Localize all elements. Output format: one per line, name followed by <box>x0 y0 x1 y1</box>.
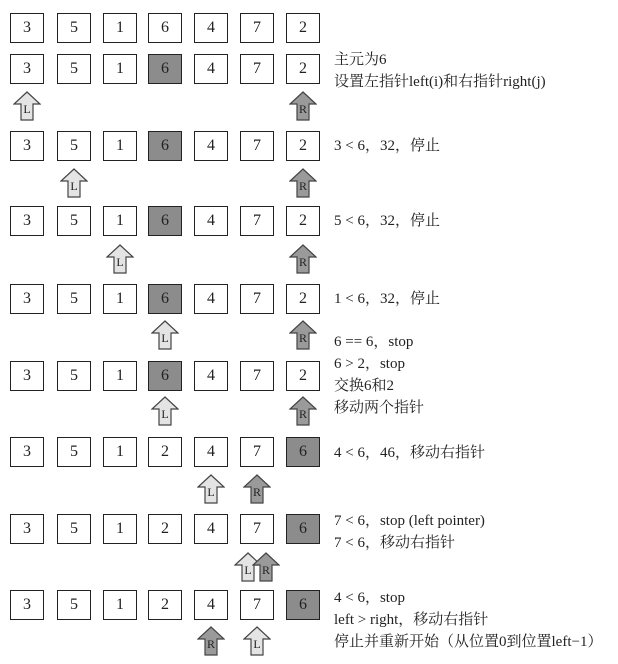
array-cell: 5 <box>57 590 91 620</box>
pointer-label: L <box>70 179 78 193</box>
right-pointer-arrow-icon <box>289 244 317 274</box>
array-cell: 4 <box>194 437 228 467</box>
array-cell: 7 <box>240 206 274 236</box>
array-cell: 7 <box>240 361 274 391</box>
right-pointer-arrow-icon <box>289 168 317 198</box>
array-cell: 2 <box>148 514 182 544</box>
array-cell: 1 <box>103 361 137 391</box>
array-cell: 4 <box>194 590 228 620</box>
array-cell: 4 <box>194 13 228 43</box>
array-cell: 6 <box>148 13 182 43</box>
step-note: 7 < 6，移动右指针 <box>334 535 455 551</box>
array-cell: 7 <box>240 437 274 467</box>
array-cell: 2 <box>286 13 320 43</box>
array-cell: 7 <box>240 131 274 161</box>
step-note: 设置左指针left(i)和右指针right(j) <box>334 74 546 90</box>
array-cell: 3 <box>10 437 44 467</box>
pointer-label: L <box>161 407 169 421</box>
array-cell: 2 <box>286 54 320 84</box>
pointer-label: R <box>261 563 270 577</box>
array-cell: 3 <box>10 284 44 314</box>
pointer-label: R <box>298 407 307 421</box>
array-cell: 4 <box>194 206 228 236</box>
array-cell: 7 <box>240 13 274 43</box>
left-pointer-arrow-icon <box>106 244 134 274</box>
pivot-cell: 6 <box>148 361 182 391</box>
right-pointer-arrow-icon <box>289 320 317 350</box>
pivot-cell: 6 <box>148 54 182 84</box>
array-cell: 5 <box>57 284 91 314</box>
array-cell: 2 <box>286 131 320 161</box>
array-cell: 1 <box>103 13 137 43</box>
step-note: 4 < 6，46，移动右指针 <box>334 445 485 461</box>
array-cell: 7 <box>240 54 274 84</box>
right-pointer-arrow-icon <box>243 474 271 504</box>
pointer-label: L <box>244 563 252 577</box>
array-cell: 3 <box>10 590 44 620</box>
array-cell: 3 <box>10 131 44 161</box>
array-cell: 3 <box>10 206 44 236</box>
array-cell: 1 <box>103 131 137 161</box>
array-cell: 4 <box>194 514 228 544</box>
right-pointer-arrow-icon <box>252 552 280 582</box>
array-cell: 3 <box>10 361 44 391</box>
step-note: 1 < 6，32，停止 <box>334 291 440 307</box>
pivot-cell: 6 <box>286 590 320 620</box>
left-pointer-arrow-icon <box>151 396 179 426</box>
right-pointer-arrow-icon <box>289 91 317 121</box>
left-pointer-arrow-icon <box>13 91 41 121</box>
right-pointer-arrow-icon <box>197 626 225 656</box>
array-cell: 1 <box>103 284 137 314</box>
array-cell: 1 <box>103 54 137 84</box>
array-cell: 2 <box>286 361 320 391</box>
array-cell: 2 <box>148 437 182 467</box>
pivot-cell: 6 <box>148 206 182 236</box>
array-cell: 1 <box>103 206 137 236</box>
right-pointer-arrow-icon <box>289 396 317 426</box>
pointer-label: R <box>298 255 307 269</box>
array-cell: 5 <box>57 54 91 84</box>
array-cell: 7 <box>240 284 274 314</box>
pointer-label: L <box>116 255 124 269</box>
step-note: left > right，移动右指针 <box>334 612 489 628</box>
pointer-label: R <box>252 485 261 499</box>
array-cell: 1 <box>103 590 137 620</box>
step-note: 停止并重新开始（从位置0到位置left−1） <box>334 634 603 650</box>
pointer-label: L <box>23 102 31 116</box>
pointer-label: R <box>298 331 307 345</box>
array-cell: 2 <box>286 284 320 314</box>
array-cell: 7 <box>240 514 274 544</box>
step-note: 6 == 6，stop <box>334 334 414 350</box>
pointer-label: L <box>253 637 261 651</box>
step-note: 3 < 6，32，停止 <box>334 138 440 154</box>
left-pointer-arrow-icon <box>243 626 271 656</box>
pivot-cell: 6 <box>286 437 320 467</box>
array-cell: 1 <box>103 437 137 467</box>
step-note: 交换6和2 <box>334 378 395 394</box>
left-pointer-arrow-icon <box>151 320 179 350</box>
array-cell: 5 <box>57 131 91 161</box>
pivot-cell: 6 <box>286 514 320 544</box>
pointer-label: L <box>161 331 169 345</box>
step-note: 移动两个指针 <box>334 400 425 416</box>
array-cell: 5 <box>57 361 91 391</box>
pointer-label: R <box>298 102 307 116</box>
array-cell: 3 <box>10 13 44 43</box>
left-pointer-arrow-icon <box>197 474 225 504</box>
pivot-cell: 6 <box>148 131 182 161</box>
step-note: 6 > 2，stop <box>334 356 405 372</box>
array-cell: 5 <box>57 514 91 544</box>
array-cell: 5 <box>57 13 91 43</box>
array-cell: 1 <box>103 514 137 544</box>
array-cell: 4 <box>194 131 228 161</box>
pointer-label: R <box>206 637 215 651</box>
pointer-label: R <box>298 179 307 193</box>
array-cell: 5 <box>57 437 91 467</box>
step-note: 5 < 6，32，停止 <box>334 213 440 229</box>
array-cell: 3 <box>10 54 44 84</box>
array-cell: 7 <box>240 590 274 620</box>
array-cell: 3 <box>10 514 44 544</box>
step-note: 4 < 6，stop <box>334 590 405 606</box>
pointer-label: L <box>207 485 215 499</box>
array-cell: 2 <box>148 590 182 620</box>
array-cell: 2 <box>286 206 320 236</box>
array-cell: 4 <box>194 284 228 314</box>
array-cell: 5 <box>57 206 91 236</box>
left-pointer-arrow-icon <box>60 168 88 198</box>
array-cell: 4 <box>194 361 228 391</box>
step-note: 7 < 6，stop (left pointer) <box>334 513 485 529</box>
pivot-cell: 6 <box>148 284 182 314</box>
step-note: 主元为6 <box>334 52 387 68</box>
array-cell: 4 <box>194 54 228 84</box>
